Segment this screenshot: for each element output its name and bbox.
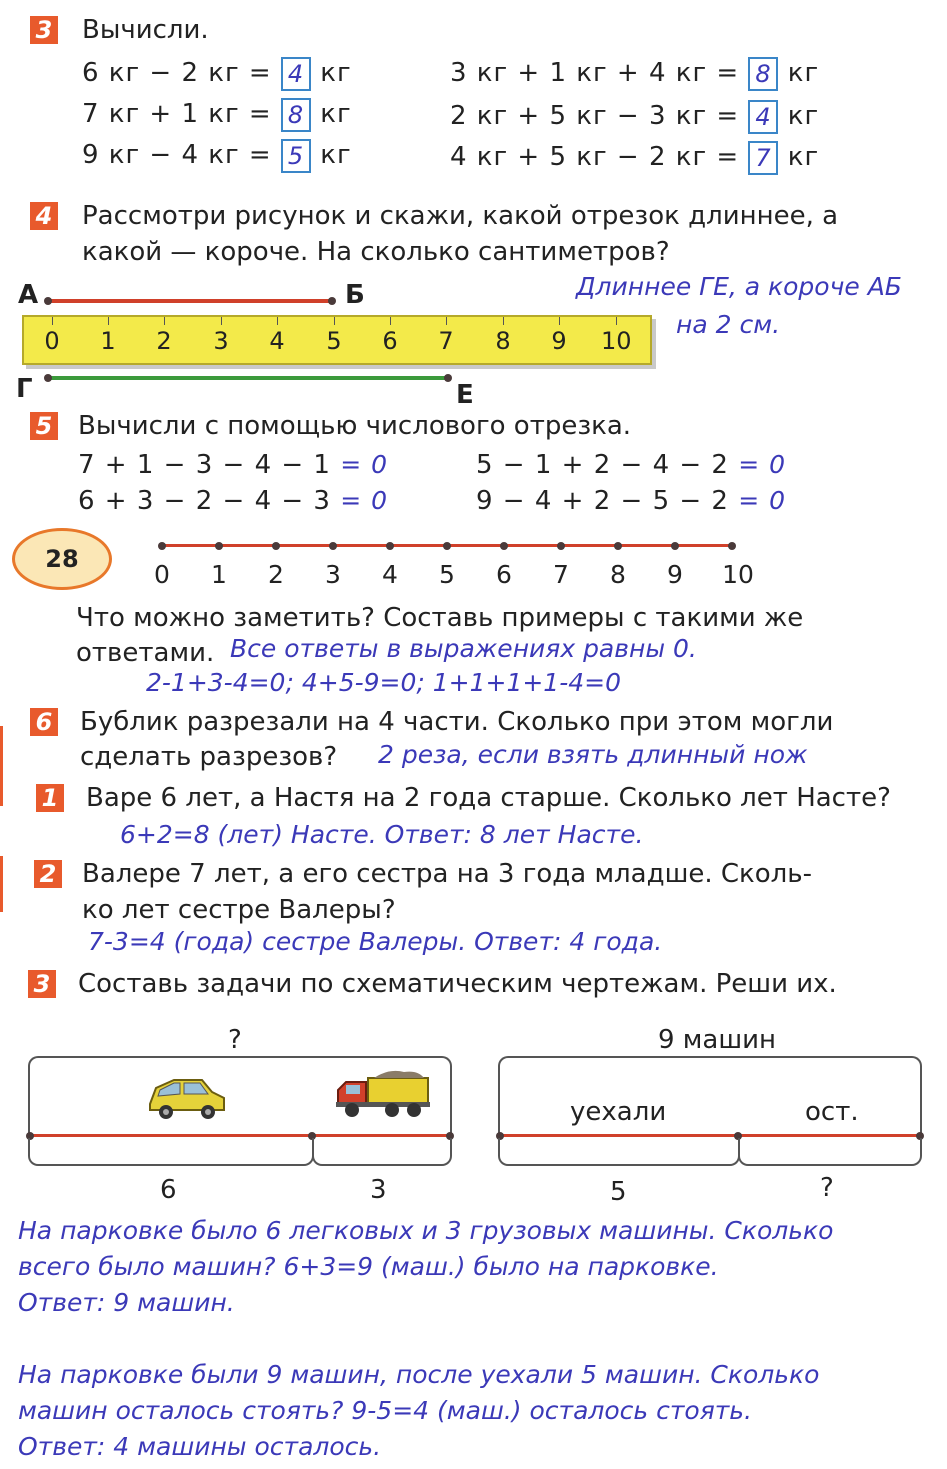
car-icon	[146, 1074, 228, 1126]
ruler-number: 5	[326, 327, 342, 355]
schema-2-inner-right-label: ост.	[805, 1097, 859, 1127]
margin-marker	[0, 726, 3, 806]
exercise-3-badge: 3	[30, 16, 58, 44]
ruler	[22, 315, 652, 365]
answer-box: 4	[281, 57, 311, 91]
exercise-4-badge: 4	[30, 202, 58, 230]
segment-ge	[48, 376, 448, 380]
answer-box: 8	[748, 57, 778, 91]
equation-expression: 6 кг − 2 кг =	[82, 58, 272, 88]
exercise-5-badge: 5	[30, 412, 58, 440]
segment-label-g: Г	[16, 374, 33, 404]
segment-endpoint	[444, 374, 452, 382]
schema-1-right-value: 3	[370, 1175, 387, 1205]
exercise-5-answer-line2: 2-1+3-4=0; 4+5-9=0; 1+1+1+1-4=0	[146, 668, 621, 697]
task-2-text-line2: ко лет сестре Валеры?	[82, 895, 396, 925]
number-line-dot	[272, 542, 280, 550]
expression-answer: = 0	[340, 486, 389, 515]
expression-row	[476, 484, 786, 518]
task-1-badge: 1	[36, 784, 64, 812]
unit-label: кг	[320, 140, 352, 170]
expression: 7 + 1 − 3 − 4 − 1	[78, 450, 331, 480]
segment-label-b: Б	[345, 280, 365, 310]
segment-endpoint	[44, 297, 52, 305]
equation-expression: 9 кг − 4 кг =	[82, 140, 272, 170]
schema-2-right-bracket	[738, 1138, 922, 1166]
schema-1-right-bracket	[312, 1138, 452, 1166]
expression-answer: = 0	[340, 450, 389, 479]
equation-row	[82, 56, 352, 91]
number-line-dot	[215, 542, 223, 550]
schema-1-left-value: 6	[160, 1175, 177, 1205]
schema-2-top-label: 9 машин	[658, 1025, 777, 1055]
exercise-5-title: Вычисли с помощью числового отрезка.	[78, 411, 632, 441]
exercise-6-text-line2: сделать разрезов?	[80, 742, 338, 772]
segment-label-e: Е	[456, 380, 474, 410]
ruler-number: 2	[156, 327, 172, 355]
equation-row	[82, 138, 352, 173]
schema-2-left-value: 5	[610, 1177, 627, 1207]
unit-label: кг	[320, 99, 352, 129]
schema-2-inner-left-label: уехали	[570, 1097, 667, 1127]
number-line-label: 6	[496, 560, 512, 589]
number-line-dot	[386, 542, 394, 550]
equation-row	[82, 97, 352, 132]
schema-2-line	[500, 1134, 920, 1137]
truck-icon	[334, 1068, 432, 1124]
ruler-number: 1	[100, 327, 116, 355]
expression-row	[78, 484, 388, 518]
answer-box: 7	[748, 141, 778, 175]
answer-box: 5	[281, 139, 311, 173]
schema-1-top-label: ?	[228, 1025, 242, 1055]
ruler-number: 9	[551, 327, 567, 355]
exercise-5-answer-line1: Все ответы в выражениях равны 0.	[230, 634, 697, 663]
equation-expression: 4 кг + 5 кг − 2 кг =	[450, 142, 740, 172]
exercise-6-answer: 2 реза, если взять длинный нож	[378, 740, 808, 769]
page-number-badge: 28	[12, 528, 112, 590]
equation-row	[450, 99, 819, 134]
schema-1-line	[30, 1134, 450, 1137]
unit-label: кг	[787, 101, 820, 131]
number-line-dot	[671, 542, 679, 550]
equation-row	[450, 56, 819, 91]
equation-expression: 7 кг + 1 кг =	[82, 99, 272, 129]
number-line-dot	[614, 542, 622, 550]
ruler-number: 6	[382, 327, 398, 355]
ruler-number: 3	[213, 327, 229, 355]
number-line-dot	[443, 542, 451, 550]
ruler-number: 4	[269, 327, 285, 355]
number-line-dot	[557, 542, 565, 550]
unit-label: кг	[320, 58, 352, 88]
answer-box: 4	[748, 100, 778, 134]
task-3-badge: 3	[28, 970, 56, 998]
schema-2-right-value: ?	[820, 1173, 834, 1203]
expression: 6 + 3 − 2 − 4 − 3	[78, 486, 331, 516]
number-line-label: 7	[553, 560, 569, 589]
number-line-label: 3	[325, 560, 341, 589]
expression-row	[476, 448, 786, 482]
number-line-label: 9	[667, 560, 683, 589]
expression-answer: = 0	[738, 486, 787, 515]
segment-label-a: А	[18, 280, 39, 310]
exercise-5-question-line2: ответами.	[76, 638, 215, 668]
task-2-answer: 7-3=4 (года) сестре Валеры. Ответ: 4 года.	[88, 927, 663, 956]
exercise-3-title: Вычисли.	[82, 15, 209, 45]
solution-1-line: Ответ: 9 машин.	[18, 1288, 235, 1317]
segment-ab	[48, 299, 332, 303]
expression: 5 − 1 + 2 − 4 − 2	[476, 450, 729, 480]
number-line-label: 1	[211, 560, 227, 589]
exercise-4-text-line2: какой — короче. На сколько сантиметров?	[82, 237, 670, 267]
answer-box: 8	[281, 98, 311, 132]
task-2-text-line1: Валере 7 лет, а его сестра на 3 года младше. Сколь-	[82, 859, 812, 889]
number-line-dot	[329, 542, 337, 550]
exercise-6-badge: 6	[30, 708, 58, 736]
exercise-6-text-line1: Бублик разрезали на 4 части. Сколько при этом могли	[80, 707, 834, 737]
ruler-number: 8	[495, 327, 511, 355]
equation-expression: 2 кг + 5 кг − 3 кг =	[450, 101, 740, 131]
number-line-dot	[728, 542, 736, 550]
ruler-number: 7	[438, 327, 454, 355]
expression: 9 − 4 + 2 − 5 − 2	[476, 486, 729, 516]
segment-endpoint	[44, 374, 52, 382]
equation-row	[450, 140, 819, 175]
exercise-4-answer-line1: Длиннее ГЕ, а короче АБ	[576, 272, 902, 301]
solution-2-line: На парковке были 9 машин, после уехали 5 машин. Сколько	[18, 1360, 820, 1389]
schema-2-left-bracket	[498, 1138, 740, 1166]
ruler-number: 10	[601, 327, 632, 355]
unit-label: кг	[787, 142, 820, 172]
schema-1-left-bracket	[28, 1138, 314, 1166]
segment-endpoint	[328, 297, 336, 305]
exercise-4-text-line1: Рассмотри рисунок и скажи, какой отрезок длиннее, а	[82, 201, 839, 231]
number-line-label: 10	[722, 560, 754, 589]
number-line-dot	[500, 542, 508, 550]
task-3-text: Составь задачи по схематическим чертежам. Реши их.	[78, 969, 837, 999]
expression-answer: = 0	[738, 450, 787, 479]
exercise-5-question-line1: Что можно заметить? Составь примеры с такими же	[76, 603, 804, 633]
number-line-label: 0	[154, 560, 170, 589]
task-1-text: Варе 6 лет, а Настя на 2 года старше. Сколько лет Насте?	[86, 783, 891, 813]
solution-2-line: Ответ: 4 машины осталось.	[18, 1432, 382, 1461]
number-line-label: 4	[382, 560, 398, 589]
number-line-label: 8	[610, 560, 626, 589]
solution-1-line: всего было машин? 6+3=9 (маш.) было на парковке.	[18, 1252, 719, 1281]
solution-1-line: На парковке было 6 легковых и 3 грузовых машины. Сколько	[18, 1216, 834, 1245]
margin-marker	[0, 856, 3, 912]
task-2-badge: 2	[34, 860, 62, 888]
expression-row	[78, 448, 388, 482]
equation-expression: 3 кг + 1 кг + 4 кг =	[450, 58, 740, 88]
exercise-4-answer-line2: на 2 см.	[676, 310, 781, 339]
number-line-label: 5	[439, 560, 455, 589]
number-line-label: 2	[268, 560, 284, 589]
task-1-answer: 6+2=8 (лет) Насте. Ответ: 8 лет Насте.	[120, 820, 644, 849]
ruler-number: 0	[44, 327, 60, 355]
number-line-dot	[158, 542, 166, 550]
unit-label: кг	[787, 58, 820, 88]
solution-2-line: машин осталось стоять? 9-5=4 (маш.) осталось стоять.	[18, 1396, 752, 1425]
